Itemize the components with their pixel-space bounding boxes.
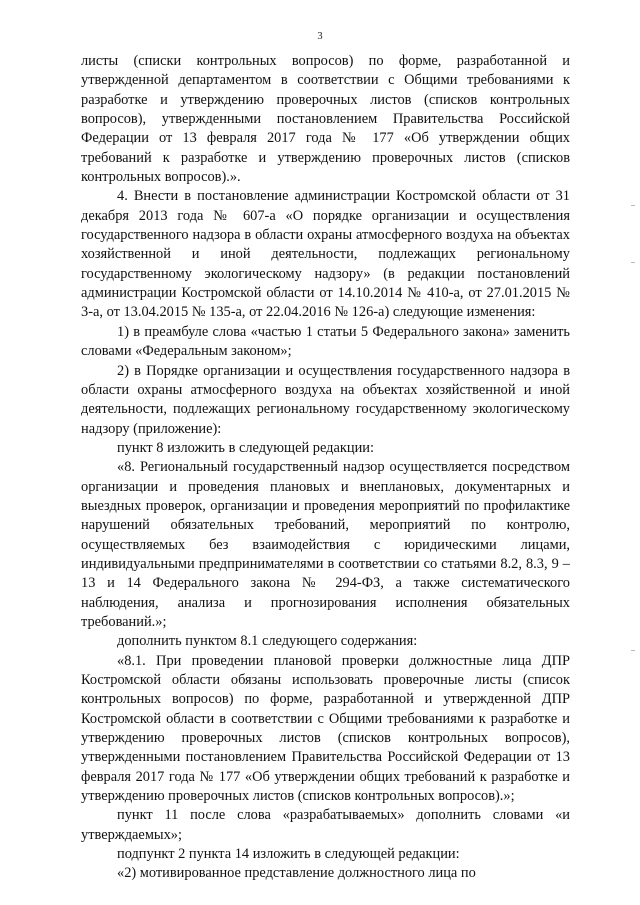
document-body [81,52,570,884]
paragraph-clause-8: «8. Региональный государственный надзор осуществляется посредством организации и проведения плановых и внеплановых, документарных и выездных проверок, организации и проведения мероприятий по профилактике нарушений обязательных требований, мероприятий по контролю, осуществляемых без взаимодействия с юридическими лицами, индивидуальными предпринимателями в соответствии со статьями 8.2, 8.3, 9 – 13 и 14 Федерального закона № 294-ФЗ, а также систематического наблюдения, анализа и прогнозирования исполнения обязательных требований.»; [81,459,570,630]
scan-margin-mark [631,205,635,206]
paragraph-clause-14-intro: подпункт 2 пункта 14 изложить в следующей редакции: [117,846,460,863]
paragraph-clause-8-1: «8.1. При проведении плановой проверки должностные лица ДПР Костромской области обязаны использовать проверочные листы (список контрольных вопросов) по форме, разработанной и утвержденной ДПР Костромской области в соответствии с Общими требованиями к разработке и утверждению проверочных листов (списков контрольных вопросов), утвержденными постановлением Правительства Российской Федерации от 13 февраля 2017 года № 177 «Об утверждении общих требований к разработке и утверждению проверочных листов (списков контрольных вопросов).»; [81,652,570,805]
paragraph-clause-11: пункт 11 после слова «разрабатываемых» дополнить словами «и утверждаемых»; [81,807,570,843]
paragraph-subitem-1: 1) в преамбуле слова «частью 1 статьи 5 Федерального закона» заменить словами «Федеральным законом»; [81,323,570,360]
paragraph-item-4: 4. Внести в постановление администрации Костромской области от 31 декабря 2013 года № 607-а «О порядке организации и осуществления государственного надзора в области охраны атмосферного воздуха на объектах хозяйственной и иной деятельности, подлежащих региональному государственному экологическому надзору» (в редакции постановлений администрации Костромской области от 14.10.2014 № 410-а, от 27.01.2015 № 3-а, от 13.04.2015 № 135-а, от 22.04.2016 № 126-а) следующие изменения: [81,188,570,321]
paragraph-clause-8-1-intro: дополнить пунктом 8.1 следующего содержания: [117,633,418,650]
scan-margin-mark [631,262,635,263]
paragraph-clause-8-intro: пункт 8 изложить в следующей редакции: [117,439,374,456]
paragraph-clause-14-2: «2) мотивированное представление должностного лица по [117,865,476,882]
scan-margin-mark [631,650,635,651]
paragraph-checklists-continuation: листы (списки контрольных вопросов) по форме, разработанной и утвержденной департаментом в соответствии с Общими требованиями к разработке и утверждению проверочных листов (списков контрольных вопросов), утвержденными постановлением Правительства Российской Федерации от 13 февраля 2017 года № 177 «Об утверждении общих требований к разработке и утверждению проверочных листов (списков контрольных вопросов).». [81,53,570,186]
page-number: 3 [317,31,323,42]
paragraph-subitem-2: 2) в Порядке организации и осуществления государственного надзора в области охраны атмосферного воздуха на объектах хозяйственной и иной деятельности, подлежащих региональному государственному экологическому надзору (приложение): [81,362,570,437]
